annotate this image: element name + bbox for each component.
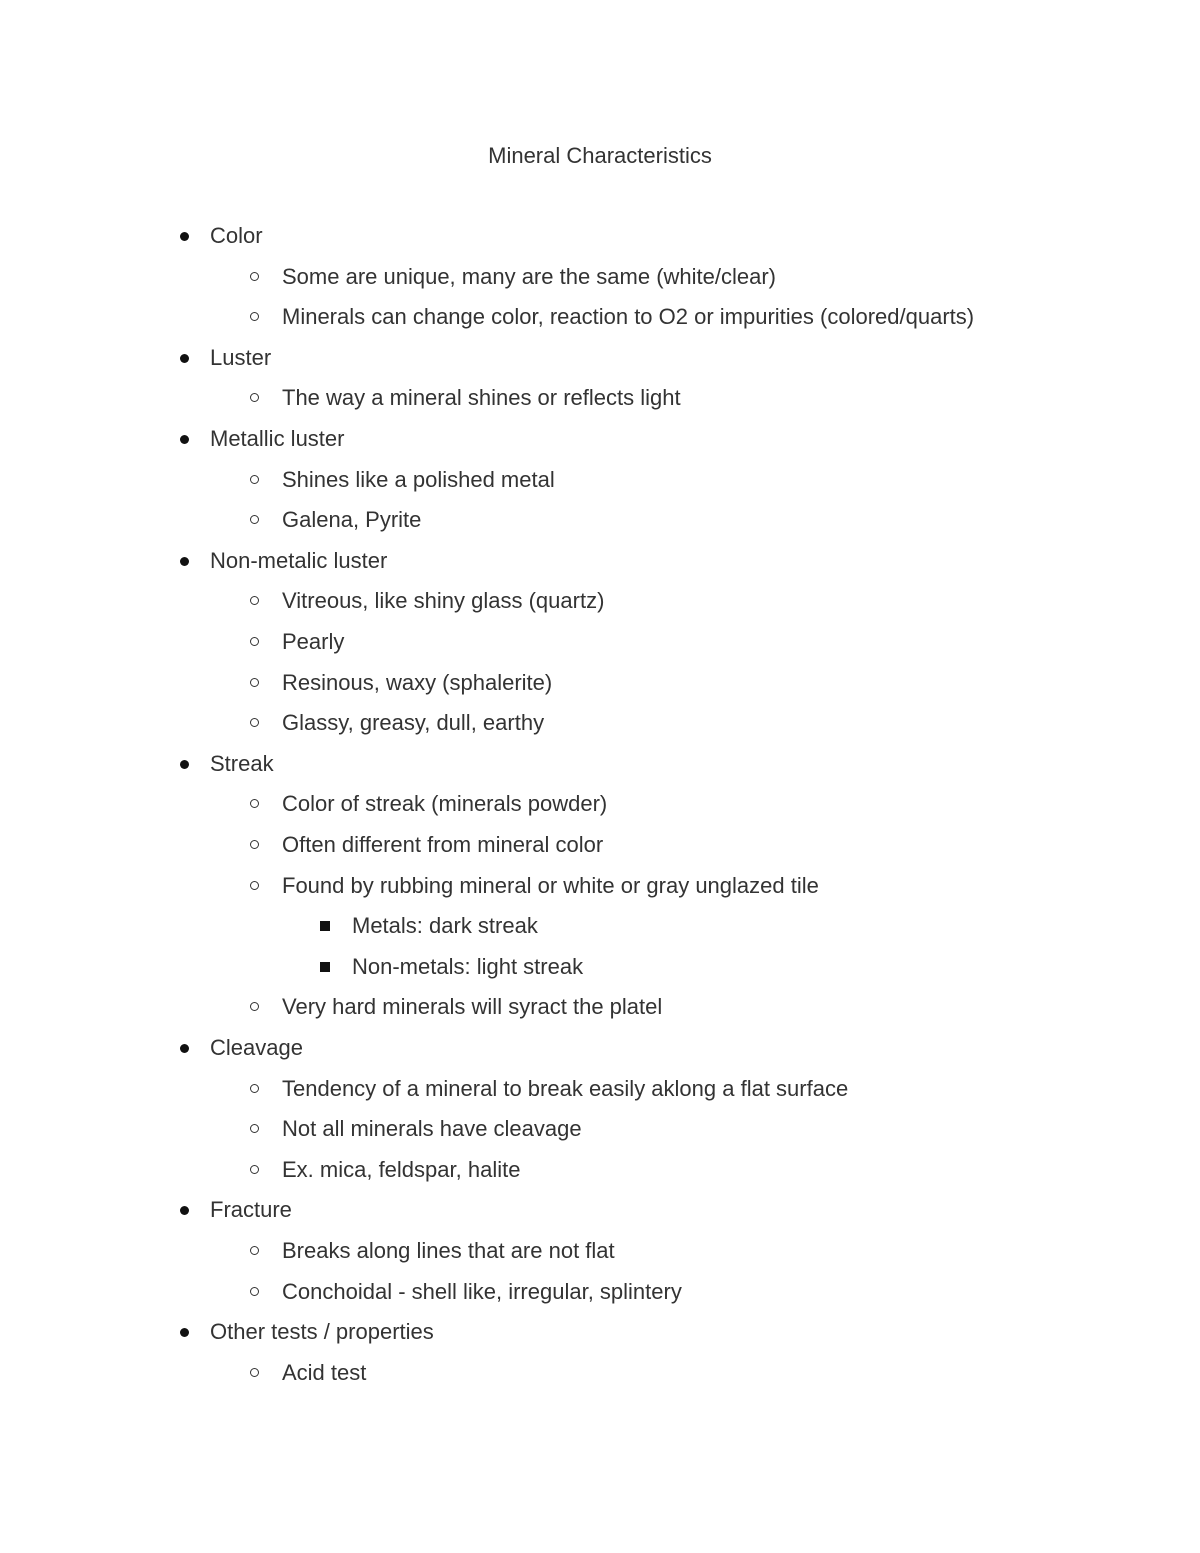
- square-bullet-icon: [320, 962, 330, 972]
- outline-item-level-1: [178, 1312, 434, 1352]
- filled-circle-bullet-icon: [180, 232, 189, 241]
- outline-item-text: Metallic luster: [210, 426, 345, 451]
- outline-item-level-2: [248, 297, 974, 337]
- outline-item-text: Resinous, waxy (sphalerite): [282, 669, 553, 695]
- hollow-circle-bullet-icon: [250, 1165, 259, 1174]
- outline-item-text: Ex. mica, feldspar, halite: [282, 1156, 521, 1182]
- outline-item-text: Metals: dark streak: [352, 913, 538, 939]
- bullet-marker: [248, 297, 278, 337]
- filled-circle-bullet-icon: [180, 1328, 189, 1337]
- bullet-marker: [248, 1109, 278, 1149]
- filled-circle-bullet-icon: [180, 1044, 189, 1053]
- outline-item-text: Found by rubbing mineral or white or gray unglazed tile: [282, 872, 819, 898]
- outline-item-level-2: [248, 1353, 366, 1393]
- outline-item-level-1: [178, 744, 274, 784]
- hollow-circle-bullet-icon: [250, 1084, 259, 1093]
- outline-item-level-3: [318, 906, 538, 946]
- bullet-marker: [178, 338, 208, 378]
- hollow-circle-bullet-icon: [250, 840, 259, 849]
- outline-item-text: Shines like a polished metal: [282, 466, 555, 492]
- outline-item-text: Minerals can change color, reaction to O2 or impurities (colored/quarts): [282, 304, 975, 330]
- hollow-circle-bullet-icon: [250, 678, 259, 687]
- bullet-marker: [178, 541, 208, 581]
- bullet-marker: [178, 744, 208, 784]
- outline-item-level-2: [248, 500, 421, 540]
- outline-item-level-2: [248, 987, 662, 1027]
- outline-item-level-2: [248, 703, 544, 743]
- outline-item-text: Vitreous, like shiny glass (quartz): [282, 588, 605, 614]
- outline-item-text: Not all minerals have cleavage: [282, 1116, 582, 1142]
- outline-item-level-2: [248, 581, 604, 621]
- outline-item-level-1: [178, 216, 263, 256]
- bullet-marker: [248, 378, 278, 418]
- bullet-marker: [248, 1069, 278, 1109]
- bullet-marker: [248, 866, 278, 906]
- hollow-circle-bullet-icon: [250, 637, 259, 646]
- hollow-circle-bullet-icon: [250, 272, 259, 281]
- outline-item-level-2: [248, 378, 681, 418]
- outline-item-text: Streak: [210, 750, 274, 776]
- outline-item-level-2: [248, 257, 776, 297]
- hollow-circle-bullet-icon: [250, 1246, 259, 1255]
- bullet-marker: [248, 1231, 278, 1271]
- outline-item-level-2: [248, 1231, 615, 1271]
- outline-item-text: Glassy, greasy, dull, earthy: [282, 710, 545, 736]
- bullet-marker: [248, 500, 278, 540]
- filled-circle-bullet-icon: [180, 760, 189, 769]
- outline-item-text: Cleavage: [210, 1035, 303, 1060]
- bullet-marker: [248, 1150, 278, 1190]
- outline-item-level-2: [248, 1069, 848, 1109]
- hollow-circle-bullet-icon: [250, 596, 259, 605]
- hollow-circle-bullet-icon: [250, 881, 259, 890]
- outline-item-text: Often different from mineral color: [282, 832, 604, 857]
- outline-item-level-2: [248, 1272, 682, 1312]
- bullet-marker: [248, 987, 278, 1027]
- outline-item-level-1: [178, 419, 344, 459]
- hollow-circle-bullet-icon: [250, 1124, 259, 1133]
- bullet-marker: [248, 703, 278, 743]
- bullet-marker: [248, 784, 278, 824]
- bullet-marker: [178, 1028, 208, 1068]
- outline-item-level-2: [248, 784, 607, 824]
- outline-item-text: Luster: [210, 344, 272, 370]
- hollow-circle-bullet-icon: [250, 1368, 259, 1377]
- filled-circle-bullet-icon: [180, 1206, 189, 1215]
- bullet-marker: [178, 216, 208, 256]
- outline-item-level-3: [318, 947, 583, 987]
- bullet-marker: [248, 1353, 278, 1393]
- outline-item-text: Fracture: [210, 1197, 292, 1223]
- outline-item-text: Non-metalic luster: [210, 547, 388, 573]
- outline-item-level-2: [248, 622, 344, 662]
- hollow-circle-bullet-icon: [250, 718, 259, 727]
- bullet-marker: [248, 1272, 278, 1312]
- bullet-marker: [248, 257, 278, 297]
- hollow-circle-bullet-icon: [250, 312, 259, 321]
- outline-item-level-1: [178, 1190, 292, 1230]
- filled-circle-bullet-icon: [180, 557, 189, 566]
- outline-item-level-2: [248, 825, 603, 865]
- bullet-marker: [248, 825, 278, 865]
- bullet-marker: [248, 581, 278, 621]
- bullet-marker: [318, 906, 348, 946]
- outline-item-level-2: [248, 663, 552, 703]
- hollow-circle-bullet-icon: [250, 393, 259, 402]
- outline-item-level-2: [248, 1109, 582, 1149]
- outline-item-text: Non-metals: light streak: [352, 953, 584, 979]
- bullet-marker: [248, 663, 278, 703]
- outline-item-text: Color of streak (minerals powder): [282, 791, 608, 817]
- outline-item-text: Breaks along lines that are not flat: [282, 1238, 615, 1263]
- bullet-marker: [318, 947, 348, 987]
- outline-item-level-2: [248, 866, 819, 906]
- filled-circle-bullet-icon: [180, 435, 189, 444]
- outline-item-text: The way a mineral shines or reflects light: [282, 385, 681, 411]
- outline-item-text: Conchoidal - shell like, irregular, splintery: [282, 1278, 682, 1304]
- outline-item-text: Acid test: [282, 1359, 367, 1385]
- outline-item-level-1: [178, 1028, 303, 1068]
- outline-item-level-1: [178, 338, 271, 378]
- bullet-marker: [178, 1190, 208, 1230]
- outline-item-text: Pearly: [282, 629, 345, 654]
- bullet-marker: [248, 622, 278, 662]
- outline-item-text: Tendency of a mineral to break easily aklong a flat surface: [282, 1075, 849, 1101]
- outline-item-level-2: [248, 460, 555, 500]
- document-title: Mineral Characteristics: [488, 143, 712, 168]
- outline-item-text: Very hard minerals will syract the platel: [282, 994, 663, 1020]
- bullet-marker: [178, 419, 208, 459]
- bullet-marker: [248, 460, 278, 500]
- hollow-circle-bullet-icon: [250, 475, 259, 484]
- filled-circle-bullet-icon: [180, 354, 189, 363]
- hollow-circle-bullet-icon: [250, 1287, 259, 1296]
- hollow-circle-bullet-icon: [250, 515, 259, 524]
- outline-item-level-2: [248, 1150, 520, 1190]
- outline-item-level-1: [178, 541, 387, 581]
- outline-item-text: Other tests / properties: [210, 1319, 434, 1345]
- outline-item-text: Color: [210, 223, 263, 248]
- square-bullet-icon: [320, 921, 330, 931]
- outline-item-text: Some are unique, many are the same (white/clear): [282, 263, 777, 289]
- hollow-circle-bullet-icon: [250, 799, 259, 808]
- hollow-circle-bullet-icon: [250, 1002, 259, 1011]
- outline-item-text: Galena, Pyrite: [282, 507, 422, 533]
- bullet-marker: [178, 1312, 208, 1352]
